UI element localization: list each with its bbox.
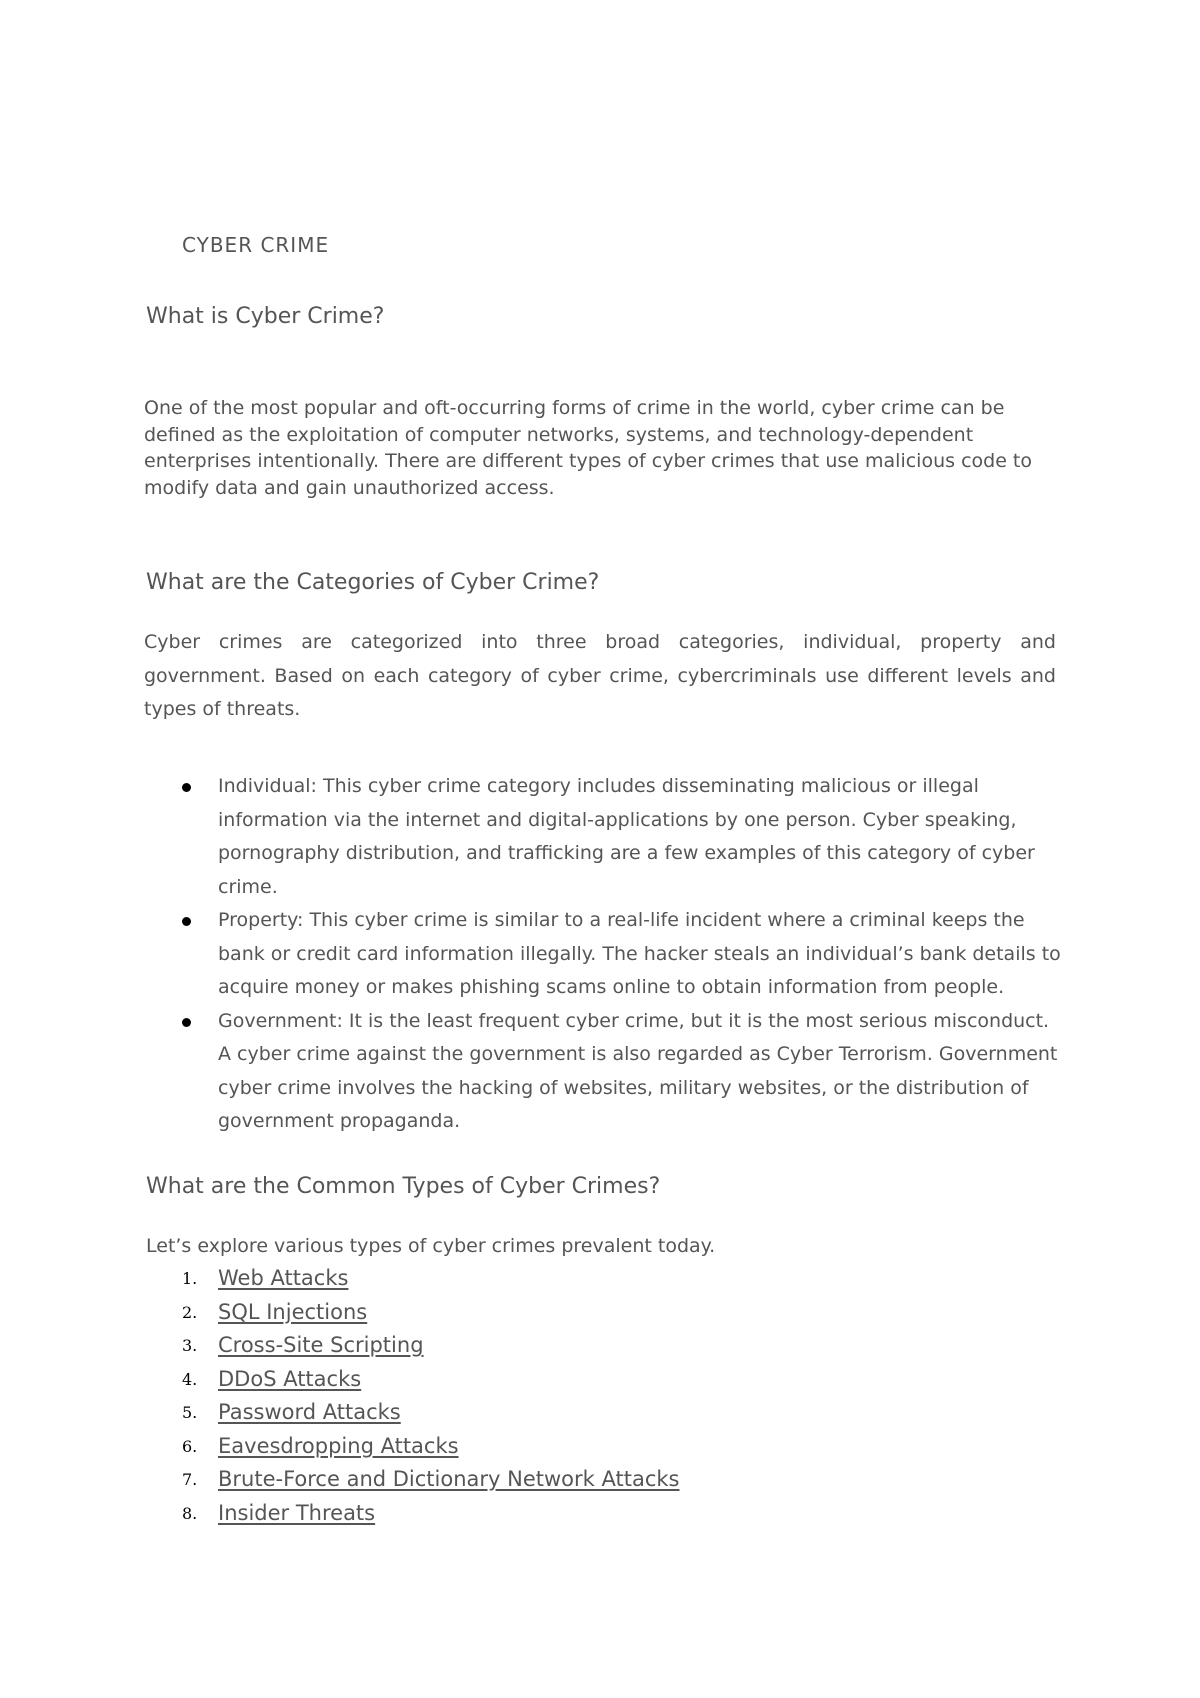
list-number: 4. — [182, 1369, 198, 1389]
section-paragraph-categories: Cyber crimes are categorized into three broad categories, individual, property and government. Based on each category of cyber crime, cybercriminals use different levels and types of threats. — [144, 631, 1056, 720]
list-item — [0, 1329, 1200, 1363]
cyber-crime-types-list — [0, 1262, 1200, 1530]
section-paragraph-definition: One of the most popular and oft-occurring forms of crime in the world, cyber crime can be defined as the exploitation of computer networks, systems, and technology-dependent enterprises intentionally. There are different types of cyber crimes that use malicious code to modify data and gain unauthorized access. — [144, 397, 1032, 499]
bullet-text: Individual: This cyber crime category includes disseminating malicious or illegal information via the internet and digital-applications by one person. Cyber speaking, pornography distribution, and trafficking are a few examples of this category of cyber crime. — [218, 775, 1035, 898]
bullet-item-individual — [0, 770, 1068, 904]
list-item — [0, 1396, 1200, 1430]
section-heading-categories: What are the Categories of Cyber Crime? — [146, 570, 600, 595]
list-item — [0, 1262, 1200, 1296]
list-number: 6. — [182, 1436, 198, 1456]
bullet-text: Government: It is the least frequent cyber crime, but it is the most serious misconduct. A cyber crime against the government is also regarded as Cyber Terrorism. Government cyber crime involves the hacking of websites, military websites, or the distribution of government propaganda. — [218, 1009, 1058, 1132]
list-item — [0, 1296, 1200, 1330]
list-number: 8. — [182, 1503, 198, 1523]
list-item — [0, 1430, 1200, 1464]
link-web-attacks[interactable]: Web Attacks — [218, 1266, 349, 1290]
bullet-icon — [182, 1018, 191, 1027]
link-ddos-attacks[interactable]: DDoS Attacks — [218, 1366, 362, 1391]
link-password-attacks[interactable]: Password Attacks — [218, 1400, 401, 1424]
link-eavesdropping-attacks[interactable]: Eavesdropping Attacks — [218, 1433, 459, 1458]
list-item — [0, 1463, 1200, 1497]
list-number: 2. — [182, 1302, 198, 1322]
bullet-icon — [182, 917, 191, 926]
link-sql-injections[interactable]: SQL Injections — [218, 1299, 368, 1324]
categories-bullet-list — [0, 770, 1200, 1139]
list-number: 1. — [182, 1269, 198, 1288]
link-brute-force-attacks[interactable]: Brute-Force and Dictionary Network Attacks — [218, 1467, 680, 1491]
list-item — [0, 1497, 1200, 1531]
link-cross-site-scripting[interactable]: Cross-Site Scripting — [218, 1333, 424, 1357]
list-number: 5. — [182, 1403, 198, 1422]
list-item — [0, 1363, 1200, 1397]
bullet-text: Property: This cyber crime is similar to a real-life incident where a criminal keeps the bank or credit card information illegally. The hacker steals an individual’s bank details to acquire money or makes phishing scams online to obtain information from people. — [218, 909, 1061, 998]
list-number: 7. — [182, 1470, 198, 1489]
bullet-item-property — [0, 904, 1068, 1005]
link-insider-threats[interactable]: Insider Threats — [218, 1500, 376, 1525]
section-heading-what-is-cyber-crime: What is Cyber Crime? — [146, 304, 385, 329]
bullet-icon — [182, 783, 191, 792]
section-heading-common-types: What are the Common Types of Cyber Crimes? — [146, 1174, 661, 1199]
bullet-item-government — [0, 1005, 1068, 1139]
document-title: CYBER CRIME — [182, 233, 330, 257]
list-number: 3. — [182, 1336, 198, 1355]
section-paragraph-common-types: Let’s explore various types of cyber crimes prevalent today. — [146, 1235, 716, 1257]
